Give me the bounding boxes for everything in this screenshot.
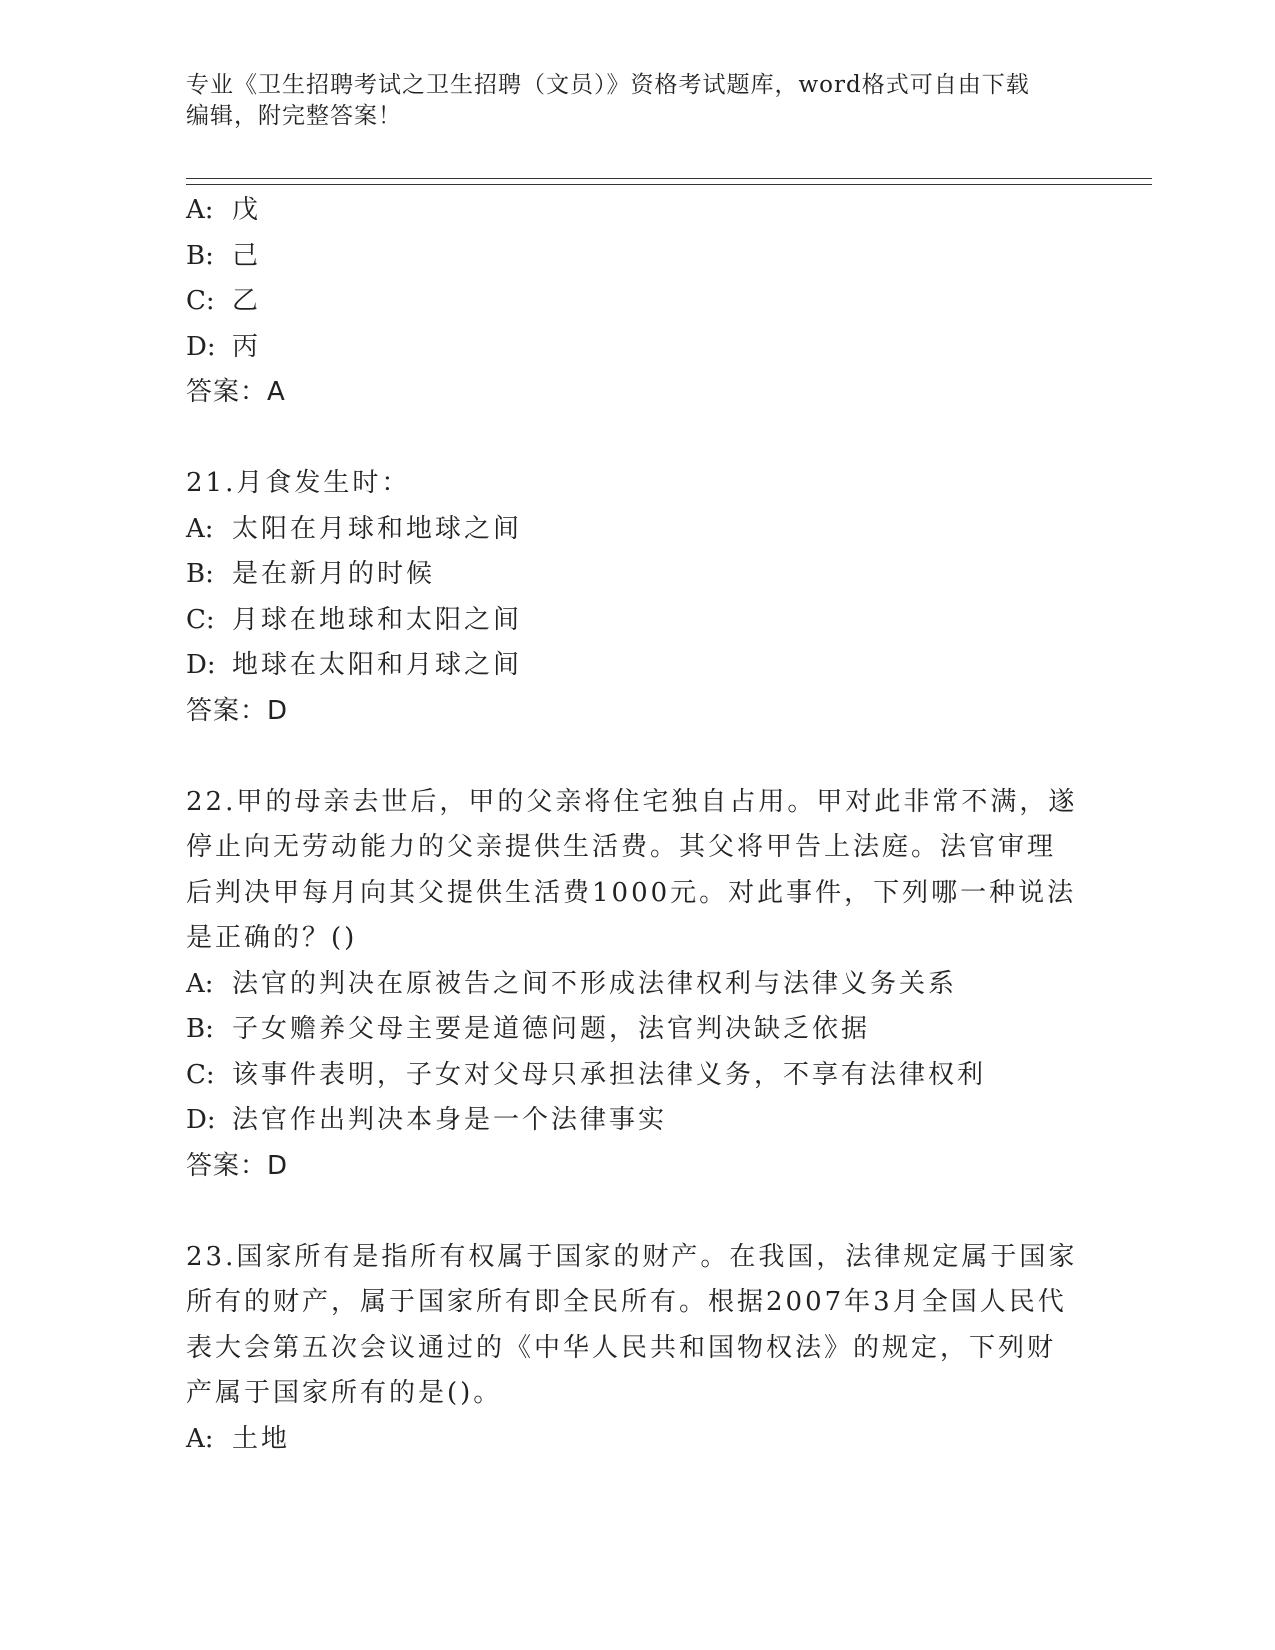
- question-text-line: 表大会第五次会议通过的《中华人民共和国物权法》的规定，下列财: [186, 1332, 1057, 1363]
- option-c: C: 月球在地球和太阳之间: [186, 604, 523, 635]
- spacer: [186, 416, 1086, 462]
- question-21: [186, 461, 1086, 734]
- option-c: C: 乙: [186, 286, 262, 316]
- question-text-line: 后判决甲每月向其父提供生活费1000元。对此事件，下列哪一种说法: [186, 877, 1077, 908]
- question-text: 21.月食发生时：: [186, 468, 411, 498]
- header-line-1: 专业《卫生招聘考试之卫生招聘（文员）》资格考试题库，word格式可自由下载: [186, 72, 1030, 98]
- option-d: D: 丙: [186, 331, 262, 362]
- question-text-line: 产属于国家所有的是()。: [186, 1378, 503, 1408]
- option-b: B: 己: [186, 240, 262, 271]
- spacer: [186, 1189, 1086, 1235]
- option-a: A: 土地: [186, 1423, 291, 1454]
- option-a: A: 太阳在月球和地球之间: [186, 513, 523, 544]
- spacer: [186, 734, 1086, 780]
- question-23: [186, 1235, 1086, 1463]
- question-list: [186, 188, 1086, 1462]
- document-header: [186, 70, 1076, 132]
- question-text-line: 是正确的？(): [186, 923, 358, 953]
- option-d: D: 法官作出判决本身是一个法律事实: [186, 1105, 668, 1135]
- option-a: A: 戊: [186, 195, 262, 225]
- option-c: C: 该事件表明，子女对父母只承担法律义务，不享有法律权利: [186, 1059, 987, 1090]
- option-b: B: 是在新月的时候: [186, 559, 436, 589]
- answer: 答案：A: [186, 377, 286, 407]
- answer: 答案：D: [186, 695, 289, 726]
- option-b: B: 子女赡养父母主要是道德问题，法官判决缺乏依据: [186, 1014, 871, 1044]
- question-text-line: 所有的财产，属于国家所有即全民所有。根据2007年3月全国人民代: [186, 1287, 1067, 1317]
- option-d: D: 地球在太阳和月球之间: [186, 650, 523, 680]
- question-20: [186, 188, 1086, 416]
- answer: 答案：D: [186, 1150, 289, 1181]
- option-a: A: 法官的判决在原被告之间不形成法律权利与法律义务关系: [186, 968, 958, 999]
- question-text-line: 停止向无劳动能力的父亲提供生活费。其父将甲告上法庭。法官审理: [186, 832, 1057, 862]
- question-text-line: 22.甲的母亲去世后，甲的父亲将住宅独自占用。甲对此非常不满，遂: [186, 786, 1078, 817]
- header-line-2: 编辑，附完整答案！: [186, 103, 402, 129]
- header-divider: [186, 178, 1152, 185]
- question-22: [186, 780, 1086, 1190]
- question-text-line: 23.国家所有是指所有权属于国家的财产。在我国，法律规定属于国家: [186, 1241, 1078, 1272]
